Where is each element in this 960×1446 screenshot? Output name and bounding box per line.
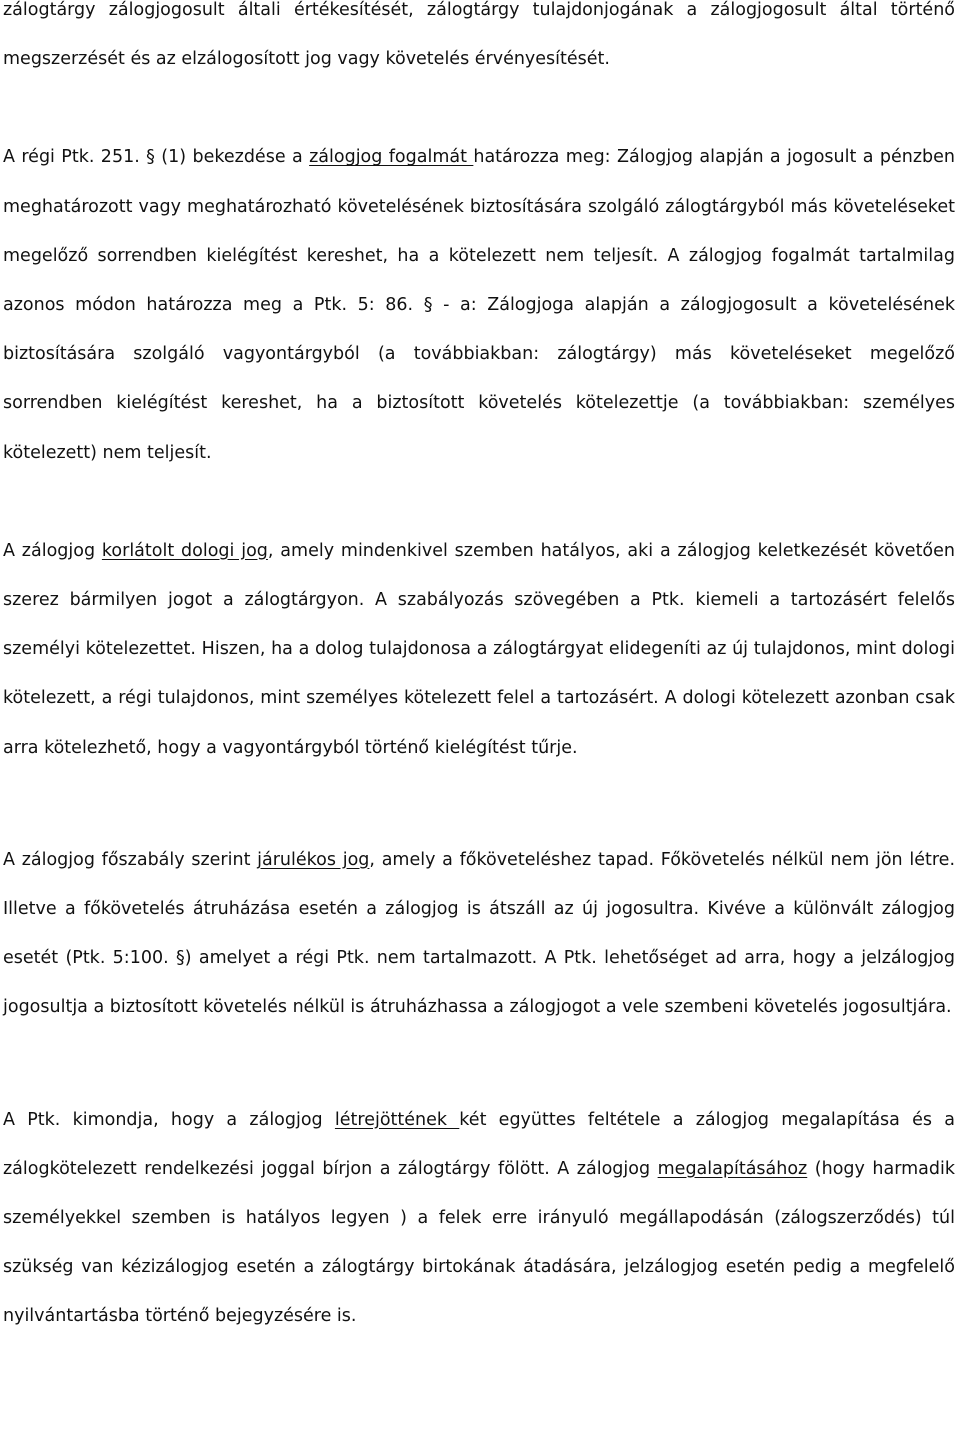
paragraph-2 — [3, 133, 955, 477]
paragraph-5 — [3, 1096, 955, 1342]
link-zalogjog-fogalma[interactable]: zálogjog fogalmát — [309, 147, 474, 168]
link-letrejottenek[interactable]: létrejöttének — [334, 1109, 460, 1130]
text-span: , amely a főköveteléshez tapad. Főkövetelés nélkül nem jön létre. Illetve a főkövetelés átruházása esetén a zálogjog is átszáll az új jogosultra. Kivéve a különvált zálogjog esetét (Ptk. 5:100. §) amelyet a régi Ptk. nem tartalmazott. A Ptk. lehetőséget ad arra, hogy a jelzálogjog jogosultja a biztosított követelés nélkül is átruházhassa a zálogjogot a vele szembeni követelés jogosultjára. — [3, 849, 956, 1018]
paragraph-4 — [3, 836, 955, 1033]
text-span: A régi Ptk. 251. § (1) bekezdése a — [3, 147, 310, 168]
text-span: határozza meg: Zálogjog alapján a jogosult a pénzben meghatározott vagy meghatározható követelésének biztosítására szolgáló zálogtárgyból más követeléseket megelőző sorrendben kielégítést kereshet, ha a kötelezett nem teljesít. A zálogjog fogalmát tartalmilag azonos módon határozza meg a Ptk. 5: 86. § - a: Zálogjoga alapján a zálogjogosult a követelésének biztosítására szolgáló vagyontárgyból (a továbbiakban: zálogtárgy) más követeléseket megelőző sorrendben kielégítést kereshet, ha a biztosított követelés kötelezettje (a továbbiakban: személyes kötelezett) nem teljesít. — [3, 147, 955, 463]
paragraph-3 — [3, 527, 955, 773]
text-span: A zálogjog — [3, 540, 102, 561]
text-span: zálogtárgy zálogjogosult általi értékesítését, zálogtárgy tulajdonjogának a zálogjogosult által történő megszerzését és az elzálogosított jog vagy követelés érvényesítését. — [3, 0, 955, 70]
link-megalapitasahoz[interactable]: megalapításához — [657, 1158, 808, 1179]
text-span: két együttes feltétele a zálogjog megalapítása és a zálogkötelezett rendelkezési joggal bírjon a zálogtárgy fölött. A zálogjog — [3, 1109, 955, 1179]
text-span: (hogy harmadik személyekkel szemben is hatályos legyen ) a felek erre irányuló megállapodásán (zálogszerződés) túl szükség van kézizálogjog esetén a zálogtárgy birtokának átadására, jelzálogjog esetén pedig a megfelelő nyilvántartásba történő bejegyzésére is. — [3, 1158, 955, 1327]
text-span: , amely mindenkivel szemben hatályos, aki a zálogjog keletkezését követően szerez bármilyen jogot a zálogtárgyon. A szabályozás szövegében a Ptk. kiemeli a tartozásért felelős személyi kötelezettet. Hiszen, ha a dolog tulajdonosa a zálogtárgyat elidegeníti az új tulajdonos, mint dologi kötelezett, a régi tulajdonos, mint személyes kötelezett felel a tartozásért. A dologi kötelezett azonban csak arra kötelezhető, hogy a vagyontárgyból történő kielégítést tűrje. — [3, 540, 955, 758]
text-span: A zálogjog főszabály szerint — [3, 849, 258, 870]
link-jarulekos-jog[interactable]: járulékos jog — [257, 849, 370, 870]
paragraph-1 — [3, 0, 955, 84]
link-korlatolt-dologi-jog[interactable]: korlátolt dologi jog — [101, 540, 268, 561]
text-span: A Ptk. kimondja, hogy a zálogjog — [3, 1109, 335, 1130]
